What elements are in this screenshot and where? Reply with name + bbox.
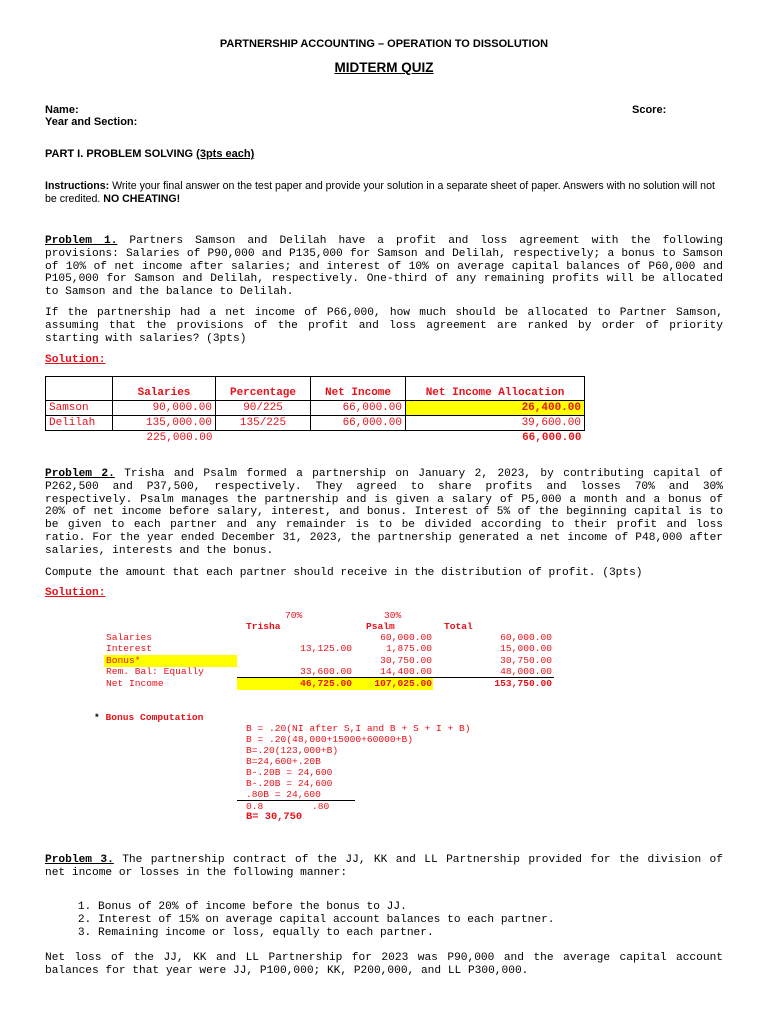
trisha-cell: 46,725.00 <box>300 678 352 689</box>
asterisk-icon: * <box>94 712 106 723</box>
bonus-line: B = .20(NI after S,I and B + S + I + B) <box>246 723 471 734</box>
psalm-cell: 1,875.00 <box>385 643 432 654</box>
total-cell: 60,000.00 <box>500 632 552 643</box>
problem-3-label: Problem 3. <box>45 854 114 866</box>
total-cell: 48,000.00 <box>500 666 552 677</box>
quiz-title: MIDTERM QUIZ <box>334 60 434 75</box>
allocation-cell: 39,600.00 <box>406 416 585 431</box>
total-salaries: 225,000.00 <box>146 432 213 444</box>
psalm-cell: 30,750.00 <box>380 655 432 666</box>
trisha-cell: 33,600.00 <box>300 666 352 677</box>
bonus-line: B-.20B = 24,600 <box>246 767 333 778</box>
percentage-cell: 90/225 <box>216 401 311 416</box>
bonus-title-text: Bonus Computation <box>105 712 204 723</box>
row-label: Rem. Bal: Equally <box>106 666 204 677</box>
problem-2 <box>45 468 723 558</box>
net-income-cell: 66,000.00 <box>311 401 406 416</box>
instructions-text: Write your final answer on the test paper and provide your solution in a separate sheet of paper. Answers with no solution will not be credited. <box>45 180 715 205</box>
row-label: Interest <box>106 643 153 654</box>
problem-1-text: Partners Samson and Delilah have a profit and loss agreement with the following provisions: Salaries of P90,000 and P135,000 for Samson and Delilah, respectively; a bonus to Samson of 10% of net income after salaries; and interest of 10% on average capital balances of P60,000 and P105,000 for Samson and Delilah, respectively. One-third of any remaining profits will be allocated to Samson and the balance to Delilah. <box>45 235 723 299</box>
problem-1-question: If the partnership had a net income of P66,000, how much should be allocated to Partner Samson, assuming that the provisions of the profit and loss agreement are ranked by order of priority starting with salaries? (3pts) <box>45 307 723 345</box>
partner-cell: Delilah <box>46 416 113 431</box>
problem-1 <box>45 235 723 299</box>
instructions-warning: NO CHEATING! <box>100 193 181 205</box>
problem-2-question: Compute the amount that each partner should receive in the distribution of profit. (3pts) <box>45 567 643 579</box>
col-trisha: Trisha <box>246 621 281 632</box>
problem-3 <box>45 854 723 880</box>
table-header: Percentage <box>216 377 311 401</box>
table-row <box>46 401 585 416</box>
list-item: 3. Remaining income or loss, equally to each partner. <box>98 927 555 940</box>
problem-1-solution-label: Solution: <box>45 354 106 366</box>
table-header: Net Income <box>311 377 406 401</box>
psalm-cell: 107,025.00 <box>374 678 432 689</box>
problem-2-label: Problem 2. <box>45 468 115 480</box>
list-item: 1. Bonus of 20% of income before the bonus to JJ. <box>98 901 555 914</box>
total-cell: 15,000.00 <box>500 643 552 654</box>
table-total-row <box>46 431 585 446</box>
problem-3-text: The partnership contract of the JJ, KK and LL Partnership provided for the division of net income or losses in the following manner: <box>45 854 723 879</box>
ratio-trisha: 70% <box>285 610 303 621</box>
bonus-divisor-left: 0.8 <box>246 801 264 812</box>
bonus-line: B=.20(123,000+B) <box>246 745 339 756</box>
table-row <box>46 416 585 431</box>
total-allocation: 66,000.00 <box>522 432 582 444</box>
instructions <box>45 180 725 206</box>
net-income-cell: 66,000.00 <box>311 416 406 431</box>
course-title: PARTNERSHIP ACCOUNTING – OPERATION TO DISSOLUTION <box>219 38 549 50</box>
problem-1-table <box>45 376 585 445</box>
score-label: Score: <box>632 104 667 116</box>
part-points: (3pts each) <box>196 148 255 160</box>
bonus-answer: B= 30,750 <box>246 811 303 823</box>
problem-2-text: Trisha and Psalm formed a partnership on January 2, 2023, by contributing capital of P262,500 and P37,500, respectively. They agreed to share profits and losses 70% and 30% respectively. Psalm manages the partnership and is given a salary of P5,000 a month and a bonus of 20% of net income before salary, interest, and bonus. Interest of 5% of the beginning capital is to be given to each partner and any remainder is to be divided according to their profit and loss ratio. For the year ended December 31, 2023, the partnership generated a net income of P48,000 after salaries, interests and the bonus. <box>45 468 724 557</box>
bonus-divisor-right: .80 <box>312 801 330 812</box>
psalm-cell: 60,000.00 <box>380 632 432 643</box>
problem-2-solution-label: Solution: <box>45 587 106 599</box>
part-title-text: PART I. PROBLEM SOLVING <box>45 148 194 160</box>
problem-1-label: Problem 1. <box>45 235 118 247</box>
percentage-cell: 135/225 <box>216 416 311 431</box>
allocation-cell: 26,400.00 <box>406 401 585 416</box>
row-label: Net Income <box>106 678 164 689</box>
partner-cell: Samson <box>46 401 113 416</box>
year-section-label: Year and Section: <box>45 116 138 128</box>
bonus-line: B = .20(48,000+15000+60000+B) <box>246 734 413 745</box>
part-title <box>45 148 254 160</box>
salaries-cell: 135,000.00 <box>113 416 216 431</box>
bonus-line: B-.20B = 24,600 <box>246 778 333 789</box>
table-header: Salaries <box>113 377 216 401</box>
row-label: Salaries <box>106 632 153 643</box>
name-label: Name: <box>45 104 79 116</box>
col-total: Total <box>444 621 473 632</box>
col-psalm: Psalm <box>366 621 395 632</box>
trisha-cell: 13,125.00 <box>300 643 352 654</box>
table-header: Net Income Allocation <box>406 377 585 401</box>
ratio-psalm: 30% <box>384 610 402 621</box>
total-cell: 153,750.00 <box>494 678 552 689</box>
bonus-line: .80B = 24,600 <box>246 789 321 800</box>
bonus-line: B=24,600+.20B <box>246 756 321 767</box>
salaries-cell: 90,000.00 <box>113 401 216 416</box>
table-header <box>46 377 113 401</box>
problem-3-closing: Net loss of the JJ, KK and LL Partnership for 2023 was P90,000 and the average capital account balances for that year were JJ, P100,000; KK, P200,000, and LL P300,000. <box>45 952 723 977</box>
instructions-label: Instructions: <box>45 180 110 192</box>
list-item: 2. Interest of 15% on average capital account balances to each partner. <box>98 914 555 927</box>
total-cell: 30,750.00 <box>500 655 552 666</box>
row-label: Bonus* <box>106 655 141 666</box>
bonus-computation-title <box>94 712 203 723</box>
psalm-cell: 14,400.00 <box>380 666 432 677</box>
problem-3-list <box>60 901 555 939</box>
